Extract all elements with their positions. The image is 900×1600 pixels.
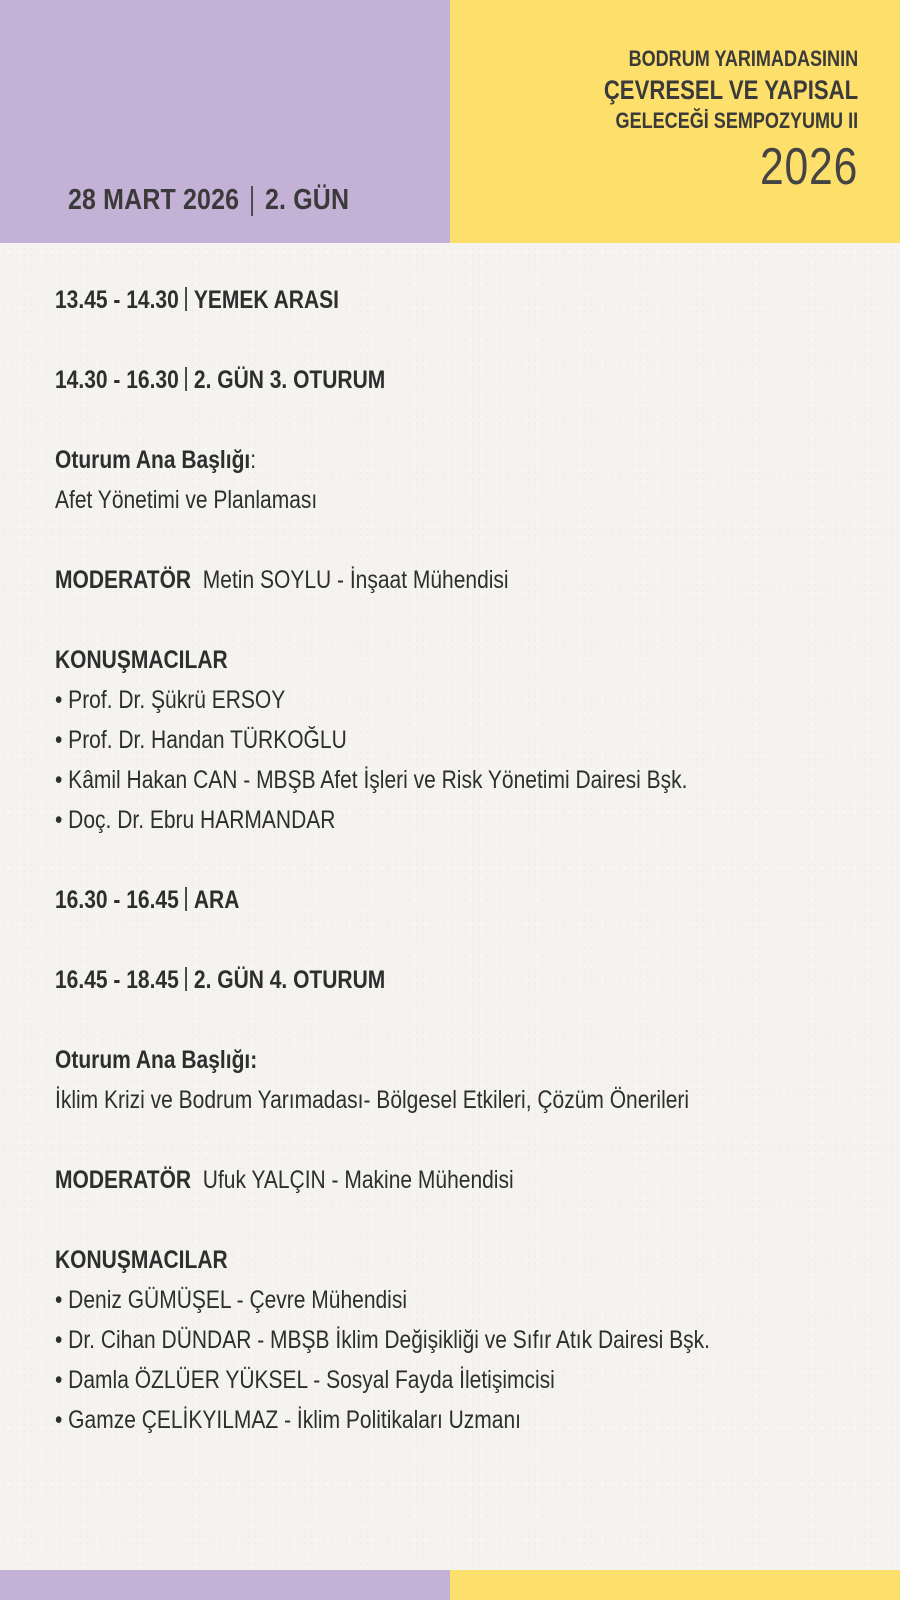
session4-moderator-label: MODERATÖR bbox=[55, 1166, 192, 1194]
footer-yellow-bar bbox=[450, 1570, 900, 1600]
session4-moderator: Ufuk YALÇIN - Makine Mühendisi bbox=[202, 1166, 514, 1194]
event-day: 2. GÜN bbox=[264, 184, 350, 216]
session3-heading bbox=[55, 366, 385, 395]
title-line-2: ÇEVRESEL VE YAPISAL bbox=[603, 75, 858, 105]
session4-topic: İklim Krizi ve Bodrum Yarımadası- Bölgesel Etkileri, Çözüm Önerileri bbox=[55, 1086, 690, 1114]
session3-speaker-1: • Prof. Dr. Şükrü ERSOY bbox=[55, 686, 286, 714]
break1-heading bbox=[55, 286, 339, 315]
session4-heading bbox=[55, 966, 385, 995]
break2-time: 16.30 - 16.45 bbox=[55, 886, 179, 914]
break1-time: 13.45 - 14.30 bbox=[55, 286, 179, 314]
session3-time: 14.30 - 16.30 bbox=[55, 366, 179, 394]
session3-topic: Afet Yönetimi ve Planlaması bbox=[55, 486, 318, 514]
event-date: 28 MART 2026 bbox=[68, 184, 240, 216]
symposium-title bbox=[548, 44, 858, 196]
session4-time: 16.45 - 18.45 bbox=[55, 966, 179, 994]
session4-speaker-2: • Dr. Cihan DÜNDAR - MBŞB İklim Değişikliği ve Sıfır Atık Dairesi Bşk. bbox=[55, 1326, 710, 1354]
session3-speaker-3: • Kâmil Hakan CAN - MBŞB Afet İşleri ve Risk Yönetimi Dairesi Bşk. bbox=[55, 766, 688, 794]
title-year: 2026 bbox=[759, 138, 858, 196]
session3-topic-label-line: Oturum Ana Başlığı: bbox=[55, 446, 257, 474]
session3-topic-label: Oturum Ana Başlığı bbox=[55, 446, 251, 474]
session4-moderator-line bbox=[55, 1166, 514, 1195]
session3-moderator-line bbox=[55, 566, 509, 595]
session3-label: 2. GÜN 3. OTURUM bbox=[193, 366, 386, 394]
session4-topic-label: Oturum Ana Başlığı: bbox=[55, 1046, 258, 1074]
session3-speakers-label: KONUŞMACILAR bbox=[55, 646, 228, 674]
break2-label: ARA bbox=[193, 886, 240, 914]
separator bbox=[185, 367, 187, 391]
separator bbox=[185, 287, 187, 311]
title-line-1: BODRUM YARIMADASININ bbox=[628, 46, 858, 71]
session3-moderator: Metin SOYLU - İnşaat Mühendisi bbox=[202, 566, 509, 594]
session4-speaker-1: • Deniz GÜMÜŞEL - Çevre Mühendisi bbox=[55, 1286, 408, 1314]
date-day-heading bbox=[68, 184, 349, 217]
title-line-3: GELECEĞİ SEMPOZYUMU II bbox=[615, 108, 858, 133]
session4-speaker-3: • Damla ÖZLÜER YÜKSEL - Sosyal Fayda İletişimcisi bbox=[55, 1366, 555, 1394]
session3-moderator-label: MODERATÖR bbox=[55, 566, 192, 594]
separator bbox=[185, 887, 187, 911]
break1-label: YEMEK ARASI bbox=[193, 286, 339, 314]
session3-speaker-2: • Prof. Dr. Handan TÜRKOĞLU bbox=[55, 726, 347, 754]
footer-lavender-bar bbox=[0, 1570, 450, 1600]
session4-speakers-label: KONUŞMACILAR bbox=[55, 1246, 228, 1274]
session4-speaker-4: • Gamze ÇELİKYILMAZ - İklim Politikaları Uzmanı bbox=[55, 1406, 521, 1434]
break2-heading bbox=[55, 886, 239, 915]
date-separator bbox=[251, 186, 253, 216]
separator bbox=[185, 967, 187, 991]
session3-speaker-4: • Doç. Dr. Ebru HARMANDAR bbox=[55, 806, 336, 834]
session4-label: 2. GÜN 4. OTURUM bbox=[193, 966, 386, 994]
